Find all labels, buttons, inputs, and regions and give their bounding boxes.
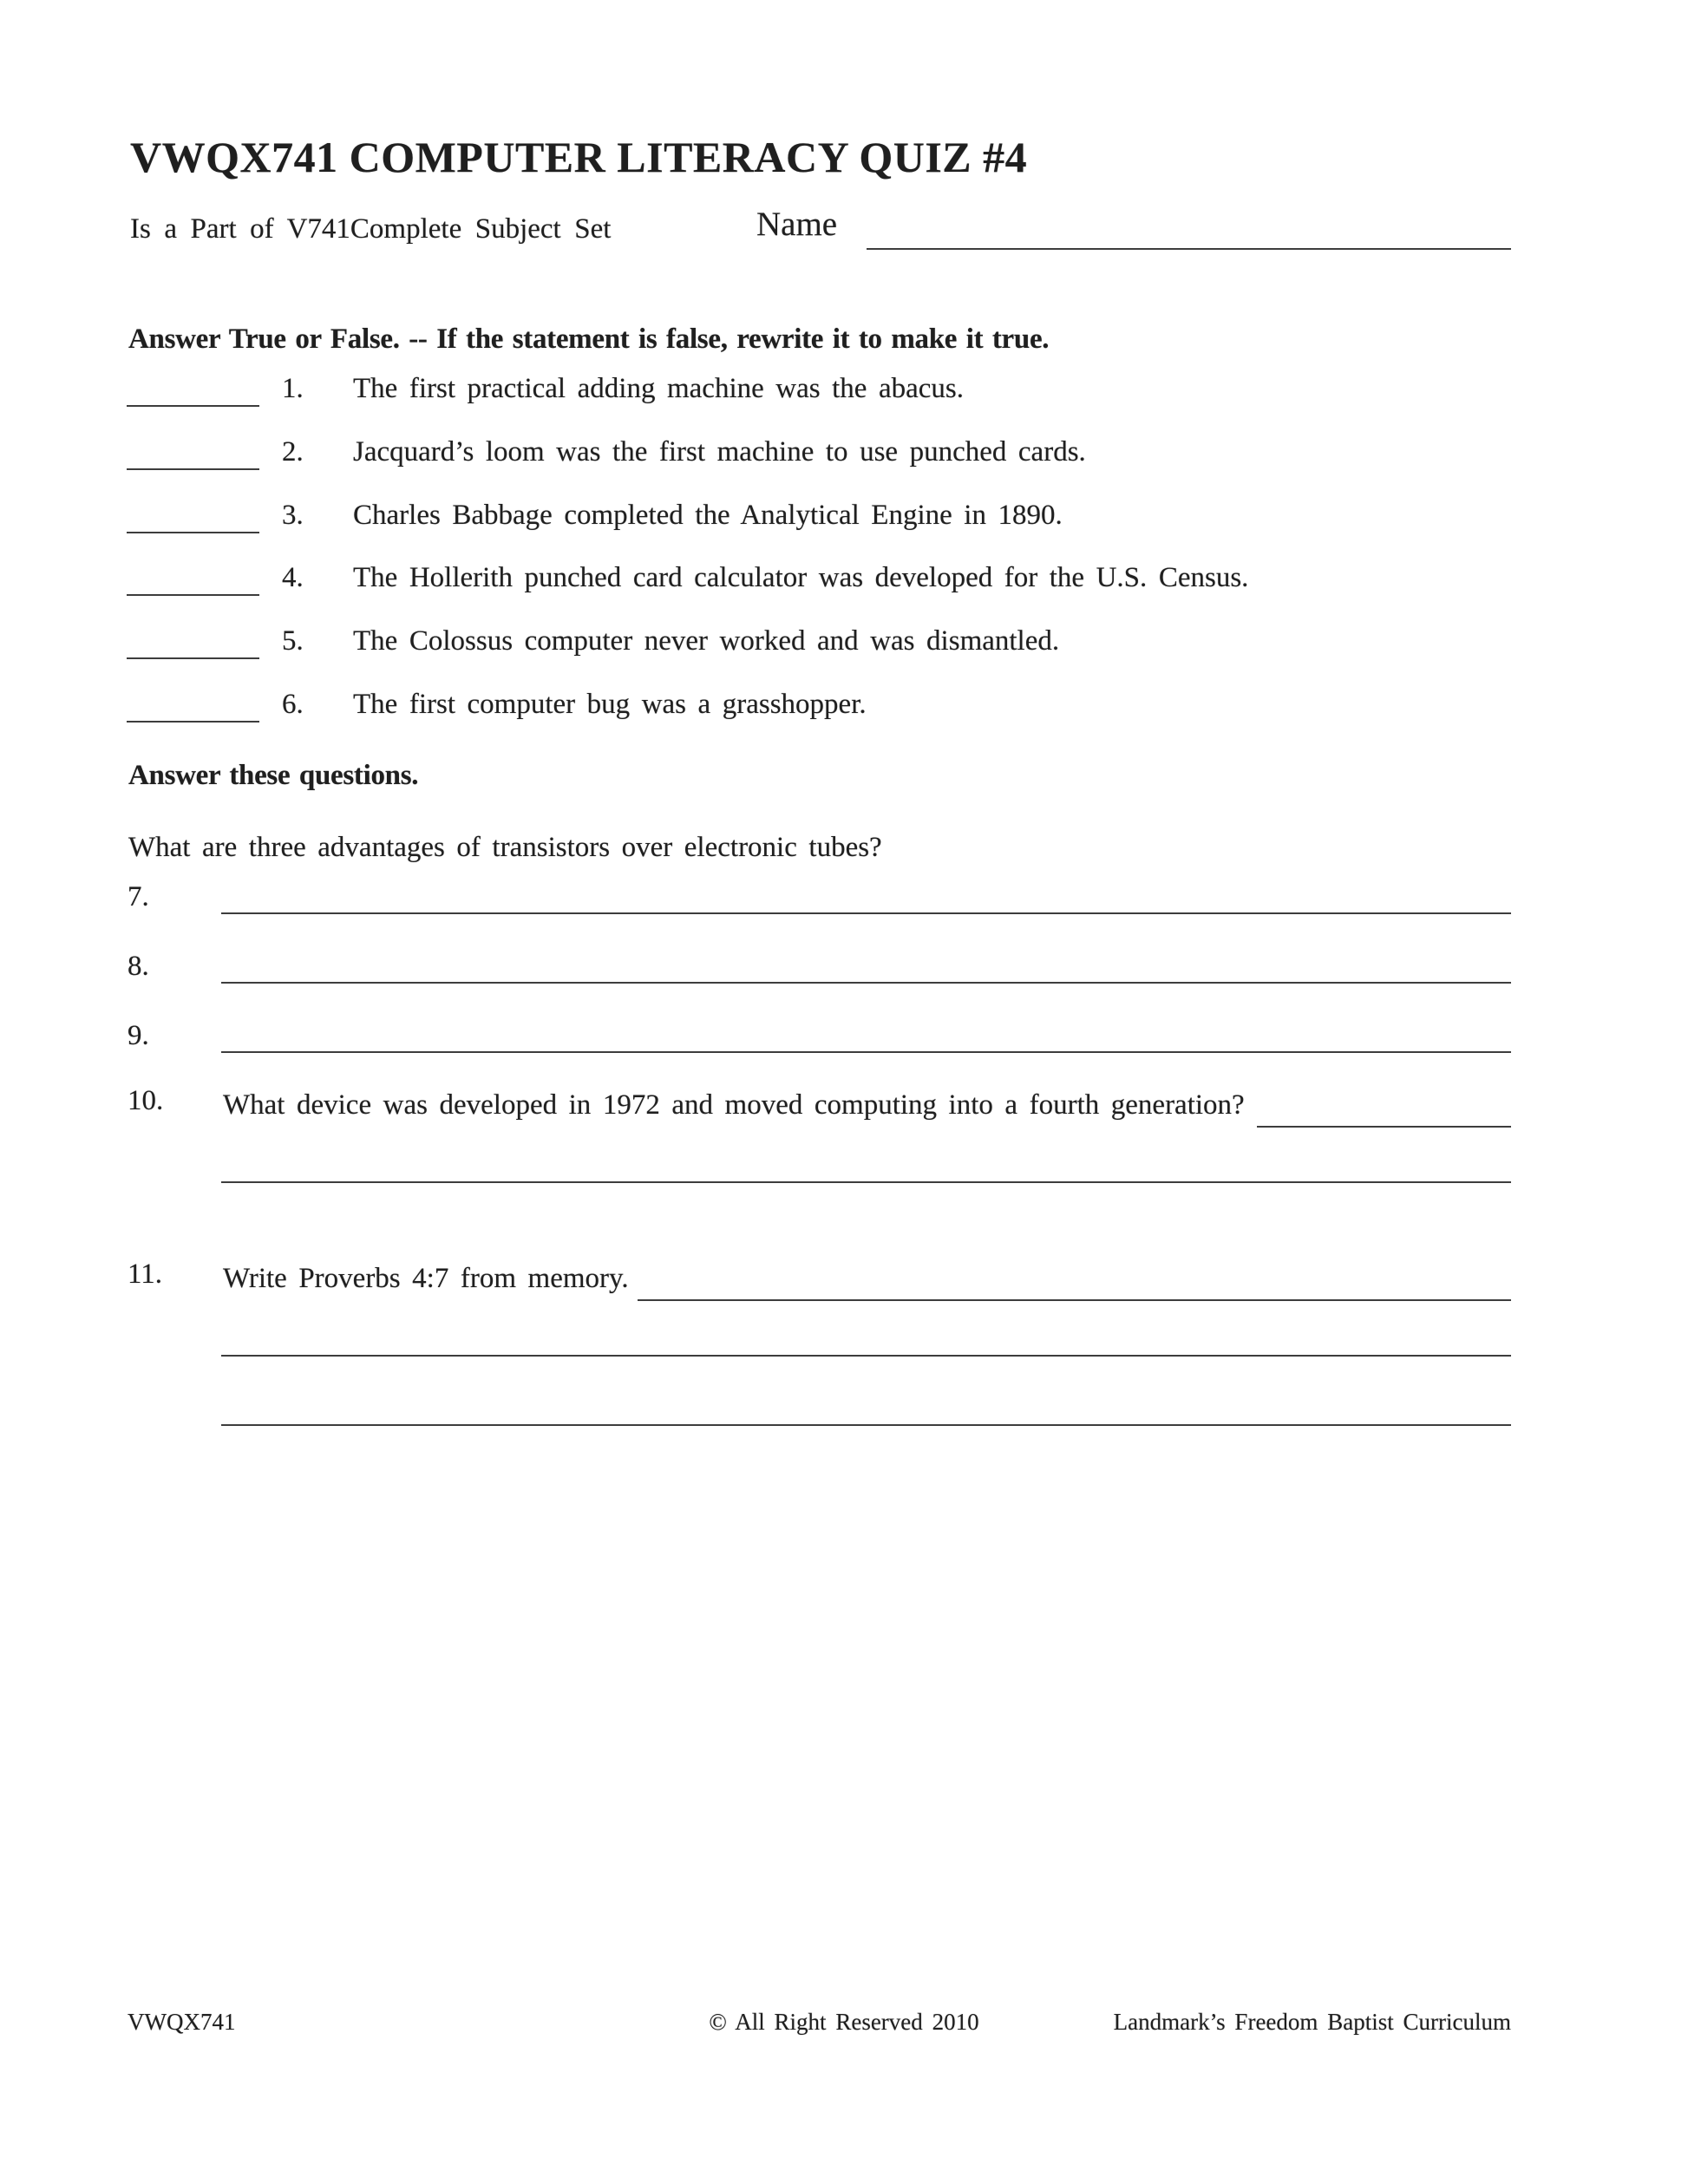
tf-item-number: 1. [282,373,304,404]
question-number: 10. [128,1085,164,1116]
tf-answer-blank[interactable] [127,594,259,596]
name-label: Name [756,206,838,243]
tf-item [0,689,1688,732]
tf-answer-blank[interactable] [127,532,259,533]
tf-section-heading: Answer True or False. -- If the statement is false, rewrite it to make it true. [128,324,1050,355]
q11-inline-answer-line[interactable] [638,1298,1511,1301]
tf-answer-blank[interactable] [127,405,259,407]
tf-item-text: Jacquard’s loom was the first machine to use punched cards. [353,436,1086,468]
tf-item-number: 3. [282,500,304,531]
tf-item-text: Charles Babbage completed the Analytical Engine in 1890. [353,500,1063,531]
question-text: Write Proverbs 4:7 from memory. [223,1263,629,1294]
tf-item-text: The first practical adding machine was the abacus. [353,373,965,404]
tf-item [0,562,1688,605]
tf-answer-blank[interactable] [127,468,259,470]
question-text: What device was developed in 1972 and moved computing into a fourth generation? [223,1089,1245,1121]
answer-number: 9. [128,1020,149,1051]
tf-item-number: 2. [282,436,304,468]
tf-answer-blank[interactable] [127,657,259,659]
tf-item-text: The first computer bug was a grasshopper. [353,689,867,720]
answer-line[interactable] [221,912,1511,914]
footer-copyright: © All Right Reserved 2010 [709,2009,979,2035]
q11-extra-answer-line-2[interactable] [221,1424,1511,1426]
tf-answer-blank[interactable] [127,721,259,723]
q10-inline-answer-line[interactable] [1257,1125,1511,1128]
answer-line[interactable] [221,1051,1511,1053]
answer-row [0,1020,1688,1063]
questions-heading: Answer these questions. [128,760,419,791]
question-number: 11. [128,1259,163,1290]
footer-code: VWQX741 [128,2009,236,2035]
answer-row [0,951,1688,994]
tf-item-number: 6. [282,689,304,720]
tf-item [0,373,1688,416]
tf-item [0,436,1688,480]
tf-item-text: The Hollerith punched card calculator was developed for the U.S. Census. [353,562,1249,593]
tf-item-number: 4. [282,562,304,593]
name-input-line[interactable] [867,247,1511,250]
tf-item [0,500,1688,543]
tf-item [0,625,1688,669]
page-title: VWQX741 COMPUTER LITERACY QUIZ #4 [130,133,1028,181]
question-11-row [223,1257,1511,1295]
tf-item-number: 5. [282,625,304,657]
name-row [756,205,1511,244]
answer-number: 7. [128,881,149,912]
footer-publisher: Landmark’s Freedom Baptist Curriculum [1113,2009,1511,2035]
answer-number: 8. [128,951,149,982]
questions-intro: What are three advantages of transistors over electronic tubes? [128,832,882,863]
subtitle: Is a Part of V741Complete Subject Set [130,213,612,245]
answer-line[interactable] [221,982,1511,984]
answer-row [0,881,1688,925]
question-10-row [223,1083,1511,1121]
tf-item-text: The Colossus computer never worked and was dismantled. [353,625,1060,657]
q11-extra-answer-line-1[interactable] [221,1355,1511,1357]
q10-extra-answer-line[interactable] [221,1181,1511,1183]
